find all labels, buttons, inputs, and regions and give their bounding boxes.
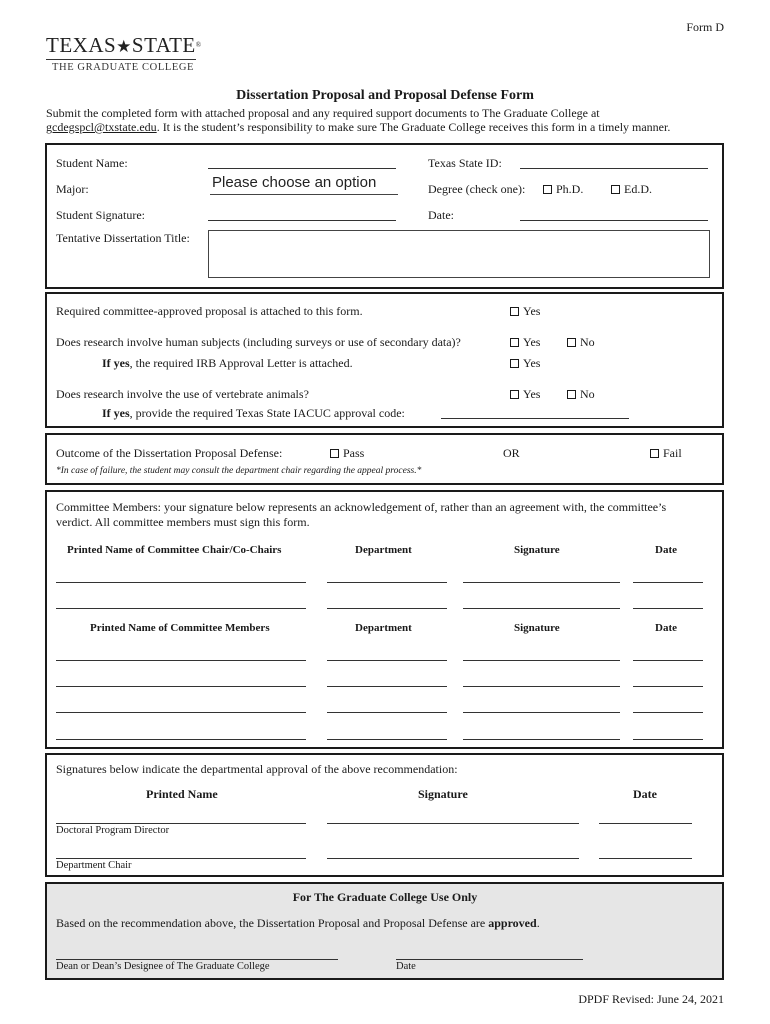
member-name-line[interactable] — [56, 686, 306, 687]
director-sig-line[interactable] — [327, 823, 579, 824]
iacuc-if-yes: If yes — [102, 406, 130, 420]
student-signature-field[interactable] — [208, 220, 396, 221]
member-sig-line[interactable] — [463, 739, 620, 740]
major-label: Major: — [56, 182, 89, 196]
human-yes-checkbox[interactable] — [510, 338, 519, 347]
chair-dept-header: Department — [355, 544, 412, 556]
chair-sig-header: Signature — [514, 544, 560, 556]
member-name-line[interactable] — [56, 660, 306, 661]
fail-label: Fail — [663, 446, 682, 460]
member-dept-line[interactable] — [327, 686, 447, 687]
outcome-label: Outcome of the Dissertation Proposal Defense: — [56, 446, 283, 460]
members-name-header: Printed Name of Committee Members — [90, 622, 270, 634]
chair-approval-sig-line[interactable] — [327, 858, 579, 859]
student-date-field[interactable] — [520, 220, 708, 221]
proposal-yes-option[interactable] — [510, 304, 540, 319]
approval-intro: Signatures below indicate the departmental approval of the above recommendation: — [56, 762, 458, 776]
fail-option[interactable] — [650, 446, 682, 461]
dean-label: Dean or Dean’s Designee of The Graduate College — [56, 961, 270, 972]
star-icon: ★ — [116, 37, 132, 56]
dean-date-label: Date — [396, 961, 416, 972]
dissertation-title-label: Tentative Dissertation Title: — [56, 231, 190, 245]
member-sig-line[interactable] — [463, 660, 620, 661]
approval-sig-header: Signature — [418, 787, 468, 801]
pass-option[interactable] — [330, 446, 364, 461]
member-sig-line[interactable] — [463, 712, 620, 713]
animals-yes-option[interactable] — [510, 387, 540, 402]
members-date-header: Date — [655, 622, 677, 634]
iacuc-code-field[interactable] — [441, 418, 629, 419]
animals-question: Does research involve the use of vertebrate animals? — [56, 387, 309, 401]
irb-yes-option[interactable] — [510, 356, 540, 371]
iacuc-label: , provide the required Texas State IACUC approval code: — [129, 406, 405, 420]
irb-if-yes: If yes — [102, 356, 130, 370]
member-date-line[interactable] — [633, 739, 703, 740]
member-name-line[interactable] — [56, 739, 306, 740]
revision-footer: DPDF Revised: June 24, 2021 — [578, 992, 724, 1006]
pass-label: Pass — [343, 446, 365, 460]
cochair-date-line[interactable] — [633, 608, 703, 609]
yes-label: Yes — [523, 335, 541, 349]
member-date-line[interactable] — [633, 660, 703, 661]
committee-intro-1: Committee Members: your signature below represents an acknowledgement of, rather than an agreement with, the committee’s — [56, 500, 667, 514]
phd-checkbox[interactable] — [543, 185, 552, 194]
human-no-checkbox[interactable] — [567, 338, 576, 347]
member-dept-line[interactable] — [327, 739, 447, 740]
appeal-note: *In case of failure, the student may consult the department chair regarding the appeal process.* — [56, 466, 422, 476]
major-select[interactable]: Please choose an option — [210, 172, 398, 195]
cochair-dept-line[interactable] — [327, 608, 447, 609]
members-sig-header: Signature — [514, 622, 560, 634]
phd-label: Ph.D. — [556, 182, 584, 196]
dissertation-title-input[interactable] — [208, 230, 710, 278]
texas-state-id-label: Texas State ID: — [428, 156, 502, 170]
yes-label: Yes — [523, 356, 541, 370]
no-label: No — [580, 335, 595, 349]
or-label: OR — [503, 446, 520, 460]
intro-text — [46, 106, 736, 134]
student-name-label: Student Name: — [56, 156, 128, 170]
degree-edd-option[interactable] — [611, 182, 652, 197]
human-yes-option[interactable] — [510, 335, 540, 350]
chair-sig-line[interactable] — [463, 582, 620, 583]
logo-rule — [46, 59, 196, 60]
yes-label: Yes — [523, 387, 541, 401]
chair-name-line[interactable] — [56, 582, 306, 583]
committee-intro-2: verdict. All committee members must sign this form. — [56, 515, 310, 529]
animals-yes-checkbox[interactable] — [510, 390, 519, 399]
human-subjects-question: Does research involve human subjects (including surveys or use of secondary data)? — [56, 335, 461, 349]
approval-date-header: Date — [633, 787, 657, 801]
email-link[interactable]: gcdegspcl@txstate.edu — [46, 120, 157, 134]
approval-name-header: Printed Name — [146, 787, 218, 801]
department-chair-label: Department Chair — [56, 860, 132, 871]
student-signature-label: Student Signature: — [56, 208, 145, 222]
pass-checkbox[interactable] — [330, 449, 339, 458]
proposal-attached-text: Required committee-approved proposal is attached to this form. — [56, 304, 363, 318]
date-label: Date: — [428, 208, 454, 222]
degree-label: Degree (check one): — [428, 182, 526, 196]
animals-no-checkbox[interactable] — [567, 390, 576, 399]
irb-attached-text — [102, 356, 353, 371]
cochair-sig-line[interactable] — [463, 608, 620, 609]
chair-name-header: Printed Name of Committee Chair/Co-Chairs — [67, 544, 282, 556]
form-label: Form D — [686, 20, 724, 34]
member-name-line[interactable] — [56, 712, 306, 713]
dean-date-line[interactable] — [396, 959, 583, 960]
iacuc-text — [102, 406, 405, 421]
chair-approval-date-line[interactable] — [599, 858, 692, 859]
member-sig-line[interactable] — [463, 686, 620, 687]
irb-yes-checkbox[interactable] — [510, 359, 519, 368]
director-date-line[interactable] — [599, 823, 692, 824]
director-label: Doctoral Program Director — [56, 825, 170, 836]
animals-no-option[interactable] — [567, 387, 595, 402]
chair-approval-name-line[interactable] — [56, 858, 306, 859]
dean-signature-line[interactable] — [56, 959, 338, 960]
edd-label: Ed.D. — [624, 182, 652, 196]
texas-state-id-field[interactable] — [520, 168, 708, 169]
degree-phd-option[interactable] — [543, 182, 583, 197]
logo-word-right: STATE — [131, 33, 196, 57]
intro-line-1: Submit the completed form with attached proposal and any required support documents to The Graduate College at — [46, 106, 600, 120]
member-date-line[interactable] — [633, 686, 703, 687]
proposal-yes-checkbox[interactable] — [510, 307, 519, 316]
texas-state-logo — [46, 34, 216, 76]
logo-subtitle: THE GRADUATE COLLEGE — [52, 62, 195, 73]
irb-text: , the required IRB Approval Letter is attached. — [129, 356, 353, 370]
member-dept-line[interactable] — [327, 712, 447, 713]
cochair-name-line[interactable] — [56, 608, 306, 609]
edd-checkbox[interactable] — [611, 185, 620, 194]
approval-period: . — [536, 916, 540, 930]
chair-date-line[interactable] — [633, 582, 703, 583]
form-title: Dissertation Proposal and Proposal Defense Form — [236, 88, 534, 103]
office-use-title: For The Graduate College Use Only — [292, 890, 478, 904]
fail-checkbox[interactable] — [650, 449, 659, 458]
human-no-option[interactable] — [567, 335, 595, 350]
approval-statement-text: Based on the recommendation above, the Dissertation Proposal and Proposal Defense are — [56, 916, 489, 930]
chair-dept-line[interactable] — [327, 582, 447, 583]
registered-mark: ® — [195, 41, 202, 49]
student-name-field[interactable] — [208, 168, 396, 169]
yes-label: Yes — [523, 304, 541, 318]
members-dept-header: Department — [355, 622, 412, 634]
no-label: No — [580, 387, 595, 401]
intro-line-2: . It is the student’s responsibility to make sure The Graduate College receives this form in a timely manner. — [156, 120, 671, 134]
approved-word: approved — [488, 916, 537, 930]
logo-word-left: TEXAS — [46, 33, 117, 57]
member-dept-line[interactable] — [327, 660, 447, 661]
member-date-line[interactable] — [633, 712, 703, 713]
director-name-line[interactable] — [56, 823, 306, 824]
chair-date-header: Date — [655, 544, 677, 556]
approval-statement — [56, 916, 540, 931]
